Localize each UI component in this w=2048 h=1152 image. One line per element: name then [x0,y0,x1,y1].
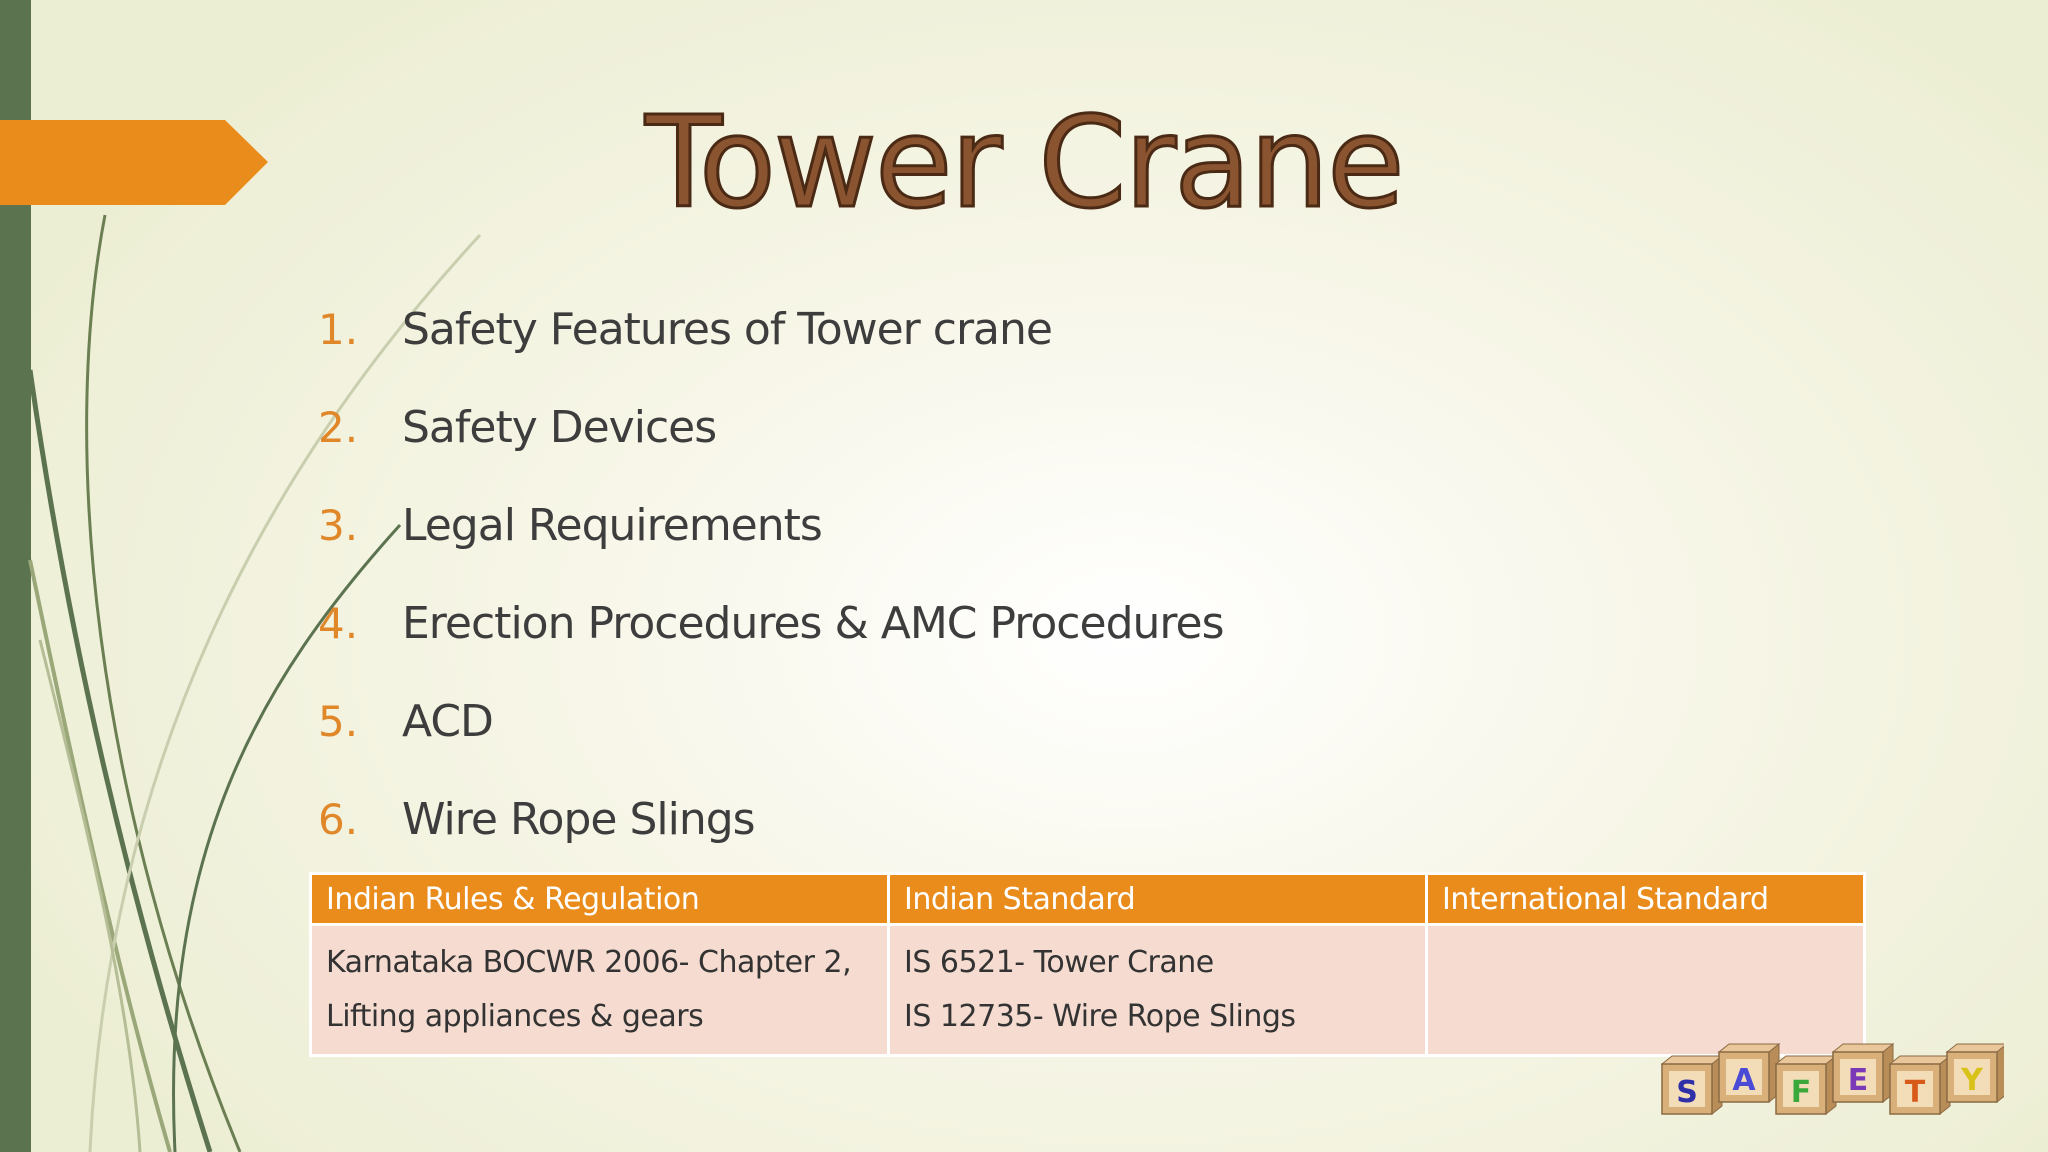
safety-block-letter: T [1904,1075,1926,1110]
list-item [318,280,1224,378]
list-text: Legal Requirements [402,499,822,551]
list-item [318,378,1224,476]
list-item [318,770,1224,868]
safety-block [1890,1056,1950,1114]
list-number: 3. [318,500,359,550]
safety-block-letter: Y [1961,1063,1983,1098]
cell-line: IS 12735- Wire Rope Slings [904,999,1296,1034]
cell-indian-standard [889,925,1427,1056]
list-number: 1. [318,304,359,354]
table-row [311,925,1865,1056]
safety-block-letter: E [1847,1063,1869,1098]
list-item [318,672,1224,770]
cell-line: IS 6521- Tower Crane [904,945,1214,980]
list-number: 2. [318,402,359,452]
list-number: 4. [318,598,359,648]
list-text: ACD [402,695,493,747]
header-indian-rules: Indian Rules & Regulation [311,874,889,925]
list-number: 6. [318,794,359,844]
list-text: Wire Rope Slings [402,793,755,845]
header-indian-standard: Indian Standard [889,874,1427,925]
safety-block-letter: S [1676,1075,1698,1110]
cell-international-standard [1427,925,1865,1056]
safety-block [1662,1056,1722,1114]
cell-indian-rules [311,925,889,1056]
list-number: 5. [318,696,359,746]
safety-block [1947,1044,2004,1102]
safety-block-letter: A [1732,1063,1756,1098]
list-text: Erection Procedures & AMC Procedures [402,597,1224,649]
cell-line: Karnataka BOCWR 2006- Chapter 2, [326,945,852,980]
cell-line: Lifting appliances & gears [326,999,704,1034]
standards-table [309,872,1866,1057]
table-header-row [311,874,1865,925]
list-item [318,574,1224,672]
list-text: Safety Devices [402,401,717,453]
safety-block [1719,1044,1779,1102]
list-item [318,476,1224,574]
safety-block [1833,1044,1893,1102]
safety-block [1776,1056,1836,1114]
safety-blocks-logo [1658,1040,2004,1116]
slide-title: Tower Crane [645,89,1403,236]
list-text: Safety Features of Tower crane [402,303,1052,355]
safety-block-letter: F [1790,1075,1812,1110]
header-international-standard: International Standard [1427,874,1865,925]
topic-list [318,280,1224,868]
